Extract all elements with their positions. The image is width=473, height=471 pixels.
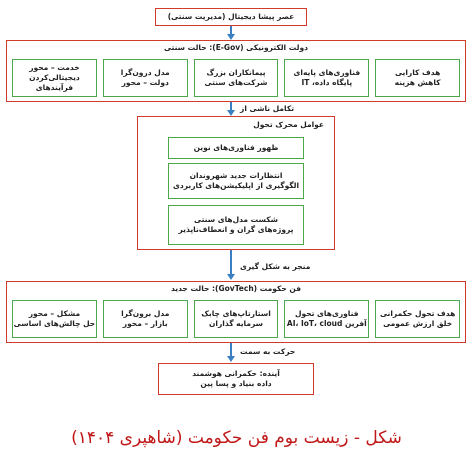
pre-digital-box bbox=[155, 8, 307, 26]
future-box-line1: آینده: حکمرانی هوشمند bbox=[192, 368, 280, 378]
govtech-cell-problem bbox=[12, 300, 97, 338]
govtech-cell-technology bbox=[284, 300, 369, 338]
govtech-cell-goal-line2: خلق ارزش عمومی bbox=[383, 319, 453, 328]
egov-cell-efficiency-line2: کاهش هزینه bbox=[394, 78, 441, 87]
egov-cell-technology-line2: پایگاه داده، IT bbox=[301, 78, 353, 87]
egov-cell-service-line1: خدمت – محور bbox=[29, 62, 80, 72]
arrow-down-4 bbox=[230, 343, 232, 357]
egov-cell-technology bbox=[284, 59, 369, 97]
govtech-cell-goal-line1: هدف تحول حکمرانی bbox=[379, 308, 456, 318]
move-label: حرکت به سمت bbox=[240, 347, 296, 356]
evolution-label: تکامل ناشی از bbox=[240, 104, 295, 113]
driver-traditional-failure-line2: پروژه‌های گران و انعطاف‌ناپذیر bbox=[178, 225, 294, 234]
egov-cell-efficiency-line1: هدف کارایی bbox=[394, 67, 441, 77]
govtech-cell-goal bbox=[375, 300, 460, 338]
drivers-header: عوامل محرک تحول bbox=[253, 120, 324, 129]
egov-cell-efficiency bbox=[375, 59, 460, 97]
govtech-cell-technology-line2: آفرین AI، IoT، cloud bbox=[286, 319, 367, 328]
egov-header: دولت الکترونیکی (E-Gov): حالت سنتی bbox=[163, 43, 309, 52]
future-box bbox=[158, 363, 314, 395]
egov-cell-model bbox=[103, 59, 188, 97]
govtech-cells bbox=[12, 300, 460, 338]
driver-traditional-failure bbox=[168, 205, 304, 245]
govtech-cell-model-line1: مدل برون‌گرا bbox=[121, 308, 170, 318]
govtech-container bbox=[6, 281, 466, 343]
arrow-down-3 bbox=[230, 250, 232, 274]
govtech-cell-problem-line2: حل چالش‌های اساسی bbox=[13, 319, 96, 328]
egov-cell-model-line1: مدل درون‌گرا bbox=[120, 67, 170, 77]
govtech-header: فن حکومت (GovTech): حالت جدید bbox=[170, 284, 302, 293]
egov-cell-service bbox=[12, 59, 97, 97]
driver-traditional-failure-line1: شکست مدل‌های سنتی bbox=[194, 214, 278, 224]
drivers-container bbox=[137, 116, 335, 250]
driver-new-tech bbox=[168, 137, 304, 159]
govtech-cell-problem-line1: مشکل – محور bbox=[28, 308, 81, 318]
govtech-cell-model bbox=[103, 300, 188, 338]
driver-new-tech-label: ظهور فناوری‌های نوین bbox=[193, 142, 279, 152]
egov-cells bbox=[12, 59, 460, 97]
shift-label: منجر به شکل گیری bbox=[240, 262, 311, 271]
govtech-cell-startups-line2: سرمایه گذاران bbox=[209, 319, 264, 328]
pre-digital-label: عصر پیشا دیجیتال (مدیریت سنتی) bbox=[167, 11, 295, 21]
figure-caption: شکل - زیست بوم فن حکومت (شاهپری ۱۴۰۴) bbox=[71, 428, 402, 448]
egov-cell-contractors bbox=[194, 59, 279, 97]
govtech-cell-startups bbox=[194, 300, 279, 338]
govtech-cell-startups-line1: استارتاپ‌های چابک bbox=[201, 308, 271, 318]
egov-cell-model-line2: دولت – محور bbox=[121, 78, 169, 87]
egov-cell-contractors-line1: پیمانکاران بزرگ bbox=[206, 67, 266, 77]
driver-citizen-expectations-line1: انتظارات جدید شهروندان bbox=[189, 170, 283, 180]
egov-cell-contractors-line2: شرکت‌های سنتی bbox=[204, 78, 268, 87]
arrowhead-3 bbox=[227, 274, 235, 280]
egov-cell-service-line2: دیجیتالی‌کردن فرآیندهای bbox=[29, 72, 80, 93]
arrowhead-4 bbox=[227, 356, 235, 362]
govtech-cell-technology-line1: فناوری‌های تحول bbox=[295, 308, 359, 318]
driver-citizen-expectations bbox=[168, 163, 304, 199]
govtech-cell-model-line2: بازار – محور bbox=[122, 319, 168, 328]
driver-citizen-expectations-line2: الگوگیری از اپلیکیشن‌های کاربردی bbox=[172, 181, 300, 190]
egov-cell-technology-line1: فناوری‌های پایه‌ای bbox=[293, 67, 361, 77]
future-box-line2: داده بنیاد و پسا پین bbox=[200, 379, 272, 388]
egov-container bbox=[6, 40, 466, 102]
